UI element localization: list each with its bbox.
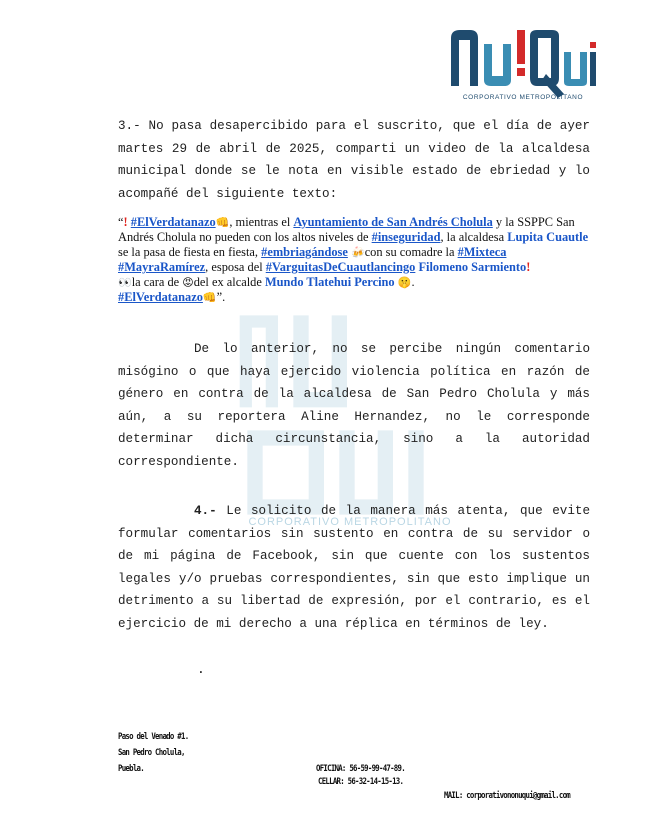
quote-text: se la pasa de fiesta en fiesta, — [118, 245, 262, 259]
exclamation-icon: ! — [526, 260, 531, 274]
watermark-text: CORPORATIVO METROPOLITANO — [248, 516, 452, 528]
beer-emoji-icon: 🍻 — [350, 246, 365, 259]
fist-emoji-icon: 👊 — [202, 291, 217, 304]
footer-address-3: Puebla. — [118, 764, 144, 774]
hashtag-embriagandose[interactable]: #embriagándose — [261, 245, 348, 259]
angry-face-emoji-icon: 😡 — [182, 276, 194, 289]
hashtag-inseguridad[interactable]: #inseguridad — [371, 230, 441, 244]
hashtag-mixteca[interactable]: #Mixteca — [457, 245, 507, 259]
paragraph-number: 4.- — [194, 504, 217, 518]
quote-text: y la SSPPC San Andrés Cholula no pueden con los altos niveles de — [118, 215, 575, 244]
open-quote: “ — [118, 215, 124, 229]
quoted-post — [118, 215, 598, 305]
mention-mundo-tlatehui[interactable]: Mundo Tlatehui Percino — [264, 275, 395, 289]
logo-subtitle: CORPORATIVO METROPOLITANO — [462, 94, 584, 101]
link-ayuntamiento[interactable]: Ayuntamiento de San Andrés Cholula — [293, 215, 493, 229]
quote-text: con su comadre la — [364, 245, 458, 259]
paragraph-4-text: Le solicito de la manera más atenta, que evite formular comentarios sin sustento en contra de su servidor o de mi página de Facebook, sin que cuente con los sustentos legales y/o pruebas correspondientes, sin que esto implique un detrimento a su libertad de expresión, por el contrario, es el ejercicio de mi derecho a una réplica en términos de ley. — [118, 504, 590, 631]
footer-email: MAIL: corporativononuqui@gmail.com — [444, 791, 570, 801]
paragraph-4 — [118, 500, 590, 635]
paragraph-conclusion: De lo anterior, no se percibe ningún comentario misógino o que haya ejercido violencia política en razón de género en contra de la alcaldesa de San Pedro Cholula y más aún, a su reportera Aline Hernandez, no le corresponde determinar dicha circunstancia, sino a la autoridad correspondiente. — [118, 342, 590, 469]
shushing-face-emoji-icon: 🤫 — [397, 276, 412, 289]
hashtag-varguitas[interactable]: #VarguitasDeCuautlancingo — [265, 260, 416, 274]
fist-emoji-icon: 👊 — [215, 216, 230, 229]
quote-text: del ex alcalde — [193, 275, 265, 289]
hashtag-mayraramirez[interactable]: #MayraRamírez — [118, 260, 206, 274]
nuqui-logo — [448, 24, 598, 104]
mention-lupita-cuautle[interactable]: Lupita Cuautle — [507, 230, 589, 244]
hashtag-elverdatanazo[interactable]: #ElVerdatanazo — [130, 215, 216, 229]
close-quote: ”. — [216, 290, 226, 304]
exclamation-icon: ! — [123, 215, 128, 229]
hashtag-elverdatanazo[interactable]: #ElVerdatanazo — [118, 290, 203, 304]
eyes-emoji-icon: 👀 — [118, 276, 132, 289]
quote-text: . — [411, 275, 415, 289]
quote-text: la cara de — [131, 275, 183, 289]
footer-address-2: San Pedro Cholula, — [118, 748, 185, 758]
paragraph-3: 3.- No pasa desapercibido para el suscrito, que el día de ayer martes 29 de abril de 2025, comparti un video de la alcaldesa municipal donde se le nota en visible estado de ebriedad y lo acompañé del siguiente texto: — [118, 119, 590, 201]
quote-text: , mientras el — [229, 215, 294, 229]
footer-address-1: Paso del Venado #1. — [118, 732, 189, 742]
footer-cell-phone: CELLAR: 56-32-14-15-13. — [318, 777, 404, 787]
quote-text: , la alcaldesa — [440, 230, 508, 244]
mention-filomeno-sarmiento[interactable]: Filomeno Sarmiento — [418, 260, 527, 274]
footer-office-phone: OFICINA: 56-59-99-47-89. — [316, 764, 405, 774]
quote-text: , esposa del — [205, 260, 266, 274]
trailing-dot: . — [197, 662, 205, 677]
